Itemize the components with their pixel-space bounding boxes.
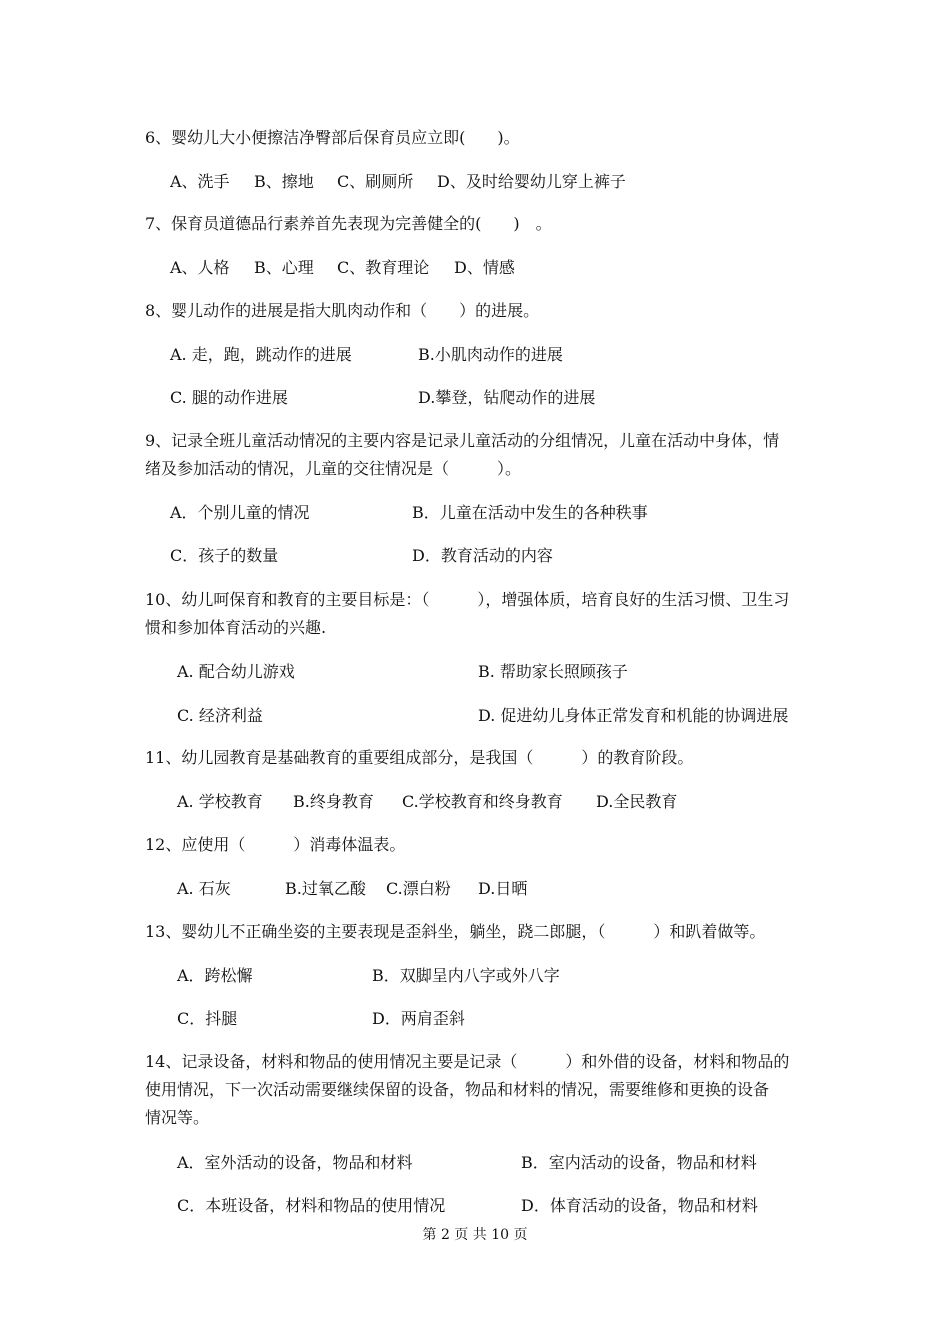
question-14-option-b: B．室内活动的设备，物品和材料 — [521, 1153, 757, 1172]
question-9-stem-line-1: 9、记录全班儿童活动情况的主要内容是记录儿童活动的分组情况，儿童在活动中身体，情 — [145, 431, 780, 450]
question-11-stem: 11、幼儿园教育是基础教育的重要组成部分，是我国（ ）的教育阶段。 — [145, 748, 694, 767]
question-10-stem-line-1: 10、幼儿呵保育和教育的主要目标是：（ ），增强体质，培育良好的生活习惯、卫生习 — [145, 590, 790, 609]
question-6-option-d: D、及时给婴幼儿穿上裤子 — [437, 172, 626, 191]
question-8-stem: 8、婴儿动作的进展是指大肌肉动作和（ ）的进展。 — [145, 301, 540, 320]
question-9-option-b: B．儿童在活动中发生的各种秩事 — [412, 503, 648, 522]
question-14-option-a: A．室外活动的设备，物品和材料 — [177, 1153, 413, 1172]
question-10-stem-line-2: 惯和参加体育活动的兴趣. — [145, 618, 327, 637]
question-11-option-b: B.终身教育 — [293, 792, 374, 811]
question-11-option-a: A. 学校教育 — [177, 792, 263, 811]
question-7-option-b: B、心理 — [254, 258, 314, 277]
page-footer: 第 2 页 共 10 页 — [422, 1227, 528, 1243]
question-8-option-d: D.攀登，钻爬动作的进展 — [418, 388, 596, 407]
question-12-option-a: A. 石灰 — [177, 879, 231, 898]
question-7-option-a: A、人格 — [170, 258, 230, 277]
question-9-option-d: D．教育活动的内容 — [412, 546, 553, 565]
question-7-option-c: C、教育理论 — [337, 258, 430, 277]
question-12-stem: 12、应使用（ ）消毒体温表。 — [145, 835, 406, 854]
question-14-stem-line-2: 使用情况，下一次活动需要继续保留的设备，物品和材料的情况，需要维修和更换的设备 — [145, 1080, 770, 1099]
question-14-option-c: C．本班设备，材料和物品的使用情况 — [177, 1196, 446, 1215]
question-13-option-a: A．跨松懈 — [177, 966, 253, 985]
question-8-option-a: A. 走，跑，跳动作的进展 — [170, 345, 352, 364]
question-12-option-c: C.漂白粉 — [386, 879, 451, 898]
question-9-option-a: A．个别儿童的情况 — [170, 503, 310, 522]
question-14-option-d: D．体育活动的设备，物品和材料 — [521, 1196, 758, 1215]
question-8-option-c: C. 腿的动作进展 — [170, 388, 288, 407]
question-11-option-d: D.全民教育 — [596, 792, 678, 811]
question-13-option-d: D．两肩歪斜 — [372, 1009, 465, 1028]
question-6-stem: 6、婴幼儿大小便擦洁净臀部后保育员应立即( )。 — [145, 128, 520, 147]
question-6-option-c: C、刷厕所 — [337, 172, 414, 191]
question-6-option-a: A、洗手 — [170, 172, 230, 191]
question-10-option-b: B. 帮助家长照顾孩子 — [478, 662, 628, 681]
question-7-stem: 7、保育员道德品行素养首先表现为完善健全的( ) 。 — [145, 214, 552, 233]
question-7-option-d: D、情感 — [454, 258, 515, 277]
question-13-option-b: B．双脚呈内八字或外八字 — [372, 966, 560, 985]
question-13-option-c: C．抖腿 — [177, 1009, 238, 1028]
question-10-option-a: A. 配合幼儿游戏 — [177, 662, 295, 681]
question-10-option-c: C. 经济利益 — [177, 706, 263, 725]
question-11-option-c: C.学校教育和终身教育 — [402, 792, 563, 811]
question-12-option-d: D.日晒 — [478, 879, 528, 898]
question-8-option-b: B.小肌肉动作的进展 — [418, 345, 563, 364]
question-6-option-b: B、擦地 — [254, 172, 314, 191]
question-12-option-b: B.过氧乙酸 — [285, 879, 366, 898]
question-14-stem-line-3: 情况等。 — [145, 1108, 210, 1127]
question-13-stem: 13、婴幼儿不正确坐姿的主要表现是歪斜坐，躺坐，跷二郎腿，（ ）和趴着做等。 — [145, 922, 766, 941]
question-9-stem-line-2: 绪及参加活动的情况，儿童的交往情况是（ ）。 — [145, 459, 522, 478]
question-14-stem-line-1: 14、记录设备，材料和物品的使用情况主要是记录（ ）和外借的设备，材料和物品的 — [145, 1052, 790, 1071]
question-10-option-d: D. 促进幼儿身体正常发育和机能的协调进展 — [478, 706, 789, 725]
question-9-option-c: C．孩子的数量 — [170, 546, 279, 565]
